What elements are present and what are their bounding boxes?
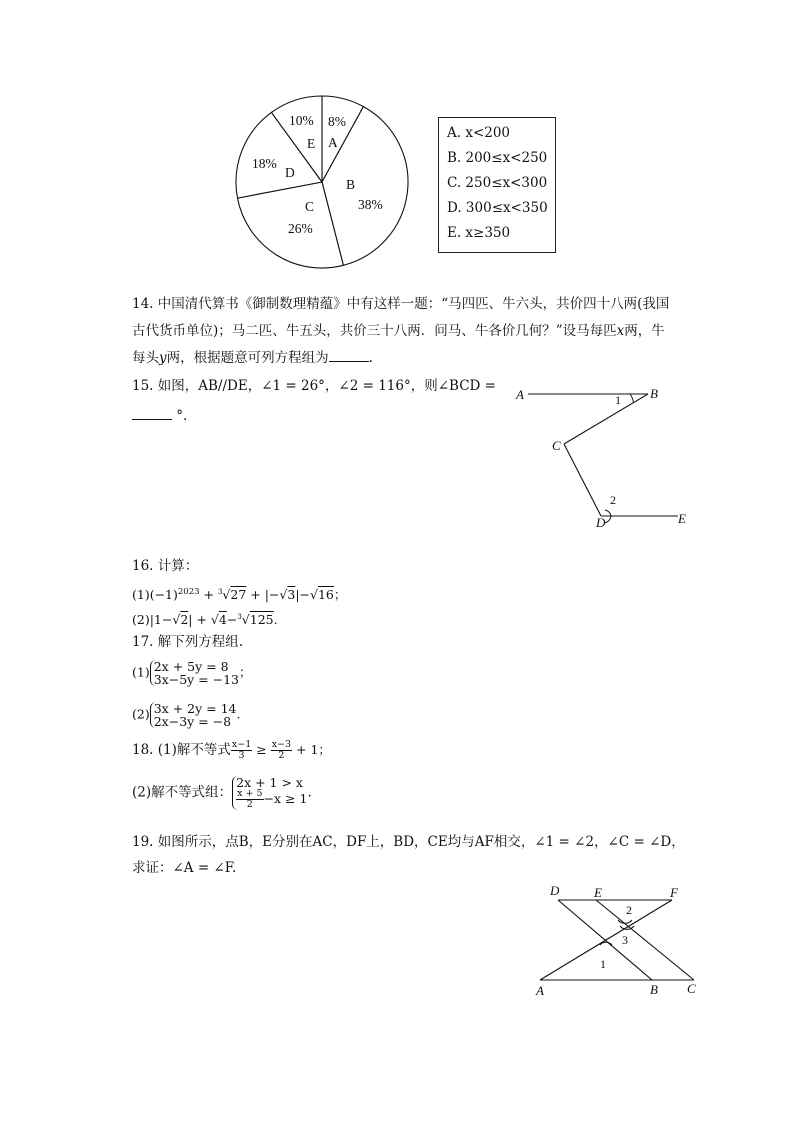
q17-system1: 2x + 5y = 8 3x−5y = −13: [150, 660, 239, 686]
pie-percent-a: 8%: [328, 114, 346, 129]
q17-part2: (2) 3x + 2y = 14 2x−3y = −8 .: [132, 701, 241, 729]
q17-system2: 3x + 2y = 14 2x−3y = −8: [150, 702, 237, 728]
legend-item-a: A. x<200: [447, 125, 511, 141]
q15-label-e: E: [678, 511, 686, 526]
q17-title: 17. 解下列方程组.: [132, 634, 244, 650]
q15-figure: [510, 382, 700, 532]
q14-line1: 14. 中国清代算书《御制数理精蕴》中有这样一题：“马四匹、牛六头，共价四十八两(我国: [132, 296, 670, 312]
q16-part1: $(1)(-1)^{2023} + ^3√27 + |-√3|-√16$；: [132, 587, 347, 603]
q14-line3: 每头y两，根据题意可列方程组为 .: [132, 350, 373, 366]
pie-letter-b: B: [346, 177, 356, 192]
legend-item-b: B. 200≤x<250: [447, 150, 548, 166]
pie-letter-e: E: [307, 136, 316, 151]
q17-part1: (1) 2x + 5y = 8 3x−5y = −13；: [132, 659, 252, 687]
q19-line1: 19. 如图所示，点B，E分别在AC，DF上，BD，CE均与AF相交，∠1 = ∠2，∠C = ∠D，: [132, 834, 685, 850]
q19-angle-3: 3: [622, 933, 628, 947]
pie-percent-e: 10%: [289, 113, 314, 128]
q15-angle-1: 1: [615, 393, 621, 407]
q16-title: 16. 计算：: [132, 558, 199, 574]
q18-part1: 18. (1)解不等式 $\frac{x-1}{3}$ ≥ $\frac{x-3}{2}$ + 1；: [132, 739, 331, 761]
q16-part2: (2)|1−√2| + √4−$^3$√125.: [132, 612, 278, 628]
q18-part2: (2)解不等式组：2x + 1 > x $\frac{x + 5}{2}$ −x ≥ 1.: [132, 775, 312, 810]
q19-angle-2: 2: [626, 903, 632, 917]
q19-label-c: C: [687, 981, 696, 996]
pie-percent-c: 26%: [288, 221, 313, 236]
pie-slices: [236, 96, 408, 268]
legend-item-e: E. x≥350: [447, 225, 511, 241]
legend-item-d: D. 300≤x<350: [447, 200, 548, 216]
q19-figure: [530, 880, 710, 1000]
q15-angle-2: 2: [610, 493, 616, 507]
pie-letter-c: C: [305, 199, 315, 214]
q15-label-b: B: [650, 386, 658, 401]
q14-answer-blank[interactable]: [329, 349, 369, 362]
q15-label-d: D: [596, 515, 606, 530]
q19-label-a: A: [536, 983, 544, 998]
q15-line2: °.: [132, 406, 187, 426]
q19-label-f: F: [670, 885, 678, 900]
q15-line1: 15. 如图，AB//DE，∠1 = 26°，∠2 = 116°，则∠BCD =: [132, 378, 496, 394]
q15-label-c: C: [552, 438, 561, 453]
legend-item-c: C. 250≤x<300: [447, 175, 548, 191]
q15-answer-blank[interactable]: [132, 407, 172, 420]
q19-label-d: D: [550, 883, 560, 898]
q19-angle-1: 1: [600, 957, 606, 971]
pie-chart: [230, 92, 420, 276]
q19-label-b: B: [650, 982, 658, 997]
pie-legend: [438, 117, 556, 253]
q19-label-e: E: [594, 885, 602, 900]
pie-letter-d: D: [285, 165, 295, 180]
pie-percent-b: 38%: [358, 197, 383, 212]
q19-line2: 求证：∠A = ∠F.: [132, 860, 237, 876]
q18-system: 2x + 1 > x $\frac{x + 5}{2}$ −x ≥ 1: [232, 776, 307, 810]
q15-label-a: A: [516, 387, 524, 402]
pie-percent-d: 18%: [252, 156, 277, 171]
pie-letter-a: A: [328, 135, 338, 150]
q14-line2: 古代货币单位)；马二匹、牛五头，共价三十八两．问马、牛各价几何？”设马每匹x两，牛: [132, 323, 665, 339]
